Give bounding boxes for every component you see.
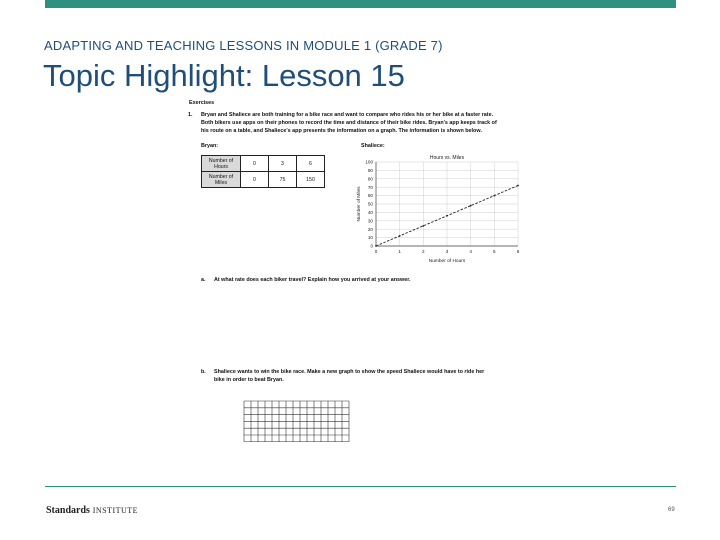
x-tick-label: 2 <box>422 249 425 254</box>
table-row <box>202 172 325 188</box>
x-tick-label: 1 <box>398 249 401 254</box>
y-axis-label: Number of Miles <box>357 186 362 222</box>
y-tick-label: 60 <box>367 193 373 199</box>
logo-bold-text: Standards <box>46 505 90 516</box>
data-point <box>517 185 519 187</box>
y-tick-label: 10 <box>367 235 373 241</box>
blank-graph-grid <box>243 400 351 442</box>
question-b-text-line-1: Shaliece wants to win the bike race. Make a new graph to show the speed Shaliece would have to ride her <box>214 369 485 375</box>
question-b-text-line-2: bike in order to beat Bryan. <box>214 377 284 383</box>
y-tick-label: 70 <box>367 184 373 190</box>
x-tick-label: 0 <box>374 249 378 254</box>
data-point <box>422 225 424 227</box>
y-tick-label: 40 <box>367 210 373 215</box>
bryan-data-table <box>201 155 325 188</box>
footer-divider <box>45 486 676 487</box>
data-point <box>375 245 377 247</box>
table-cell: 6 <box>297 156 325 172</box>
x-tick-label: 6 <box>516 249 520 254</box>
exercises-heading: Exercises <box>189 100 215 106</box>
y-tick-label: 0 <box>370 243 373 249</box>
hours-vs-miles-chart <box>346 150 536 270</box>
bryan-label: Bryan: <box>201 143 219 149</box>
table-row-header: Number of Miles <box>202 172 241 188</box>
data-point <box>399 235 401 237</box>
chart-title: Hours vs. Miles <box>429 155 465 161</box>
standards-institute-logo <box>46 505 138 516</box>
y-tick-label: 20 <box>367 226 373 232</box>
shaliece-label: Shaliece: <box>361 143 385 149</box>
problem-line-1: Bryan and Shaliece are both training for a bike race and want to compare who rides his or her bike at a faster rate. <box>201 112 494 118</box>
slide-title: Topic Highlight: Lesson 15 <box>43 58 405 93</box>
question-b-label: b. <box>201 369 206 375</box>
y-tick-label: 80 <box>367 176 373 182</box>
y-tick-label: 90 <box>367 168 373 173</box>
y-tick-label: 50 <box>367 201 373 207</box>
x-tick-label: 4 <box>469 249 472 254</box>
table-cell: 3 <box>269 156 297 172</box>
x-tick-label: 3 <box>445 249 449 254</box>
problem-number: 1. <box>188 112 193 118</box>
y-tick-label: 100 <box>365 159 373 165</box>
x-axis-label: Number of Hours <box>428 259 466 264</box>
x-tick-label: 5 <box>493 249 496 254</box>
problem-line-3: his route on a table, and Shaliece's app presents the information on a graph. The information is shown below. <box>201 128 482 134</box>
page-number: 69 <box>668 507 675 513</box>
question-a-text: At what rate does each biker travel? Explain how you arrived at your answer. <box>214 277 411 283</box>
question-a-label: a. <box>201 277 206 283</box>
table-cell: 0 <box>241 172 269 188</box>
data-point <box>493 195 495 197</box>
problem-line-2: Both bikers use apps on their phones to record the time and distance of their bike rides. Bryan's app keeps track of <box>201 120 497 126</box>
top-accent-bar <box>45 0 676 8</box>
logo-light-text: INSTITUTE <box>92 506 139 515</box>
data-point <box>470 205 472 207</box>
table-cell: 75 <box>269 172 297 188</box>
table-row-header: Number of Hours <box>202 156 241 172</box>
data-point <box>446 215 448 217</box>
table-cell: 150 <box>297 172 325 188</box>
table-row <box>202 156 325 172</box>
y-tick-label: 30 <box>367 218 373 224</box>
module-heading: ADAPTING AND TEACHING LESSONS IN MODULE 1 (GRADE 7) <box>44 38 443 53</box>
table-cell: 0 <box>241 156 269 172</box>
